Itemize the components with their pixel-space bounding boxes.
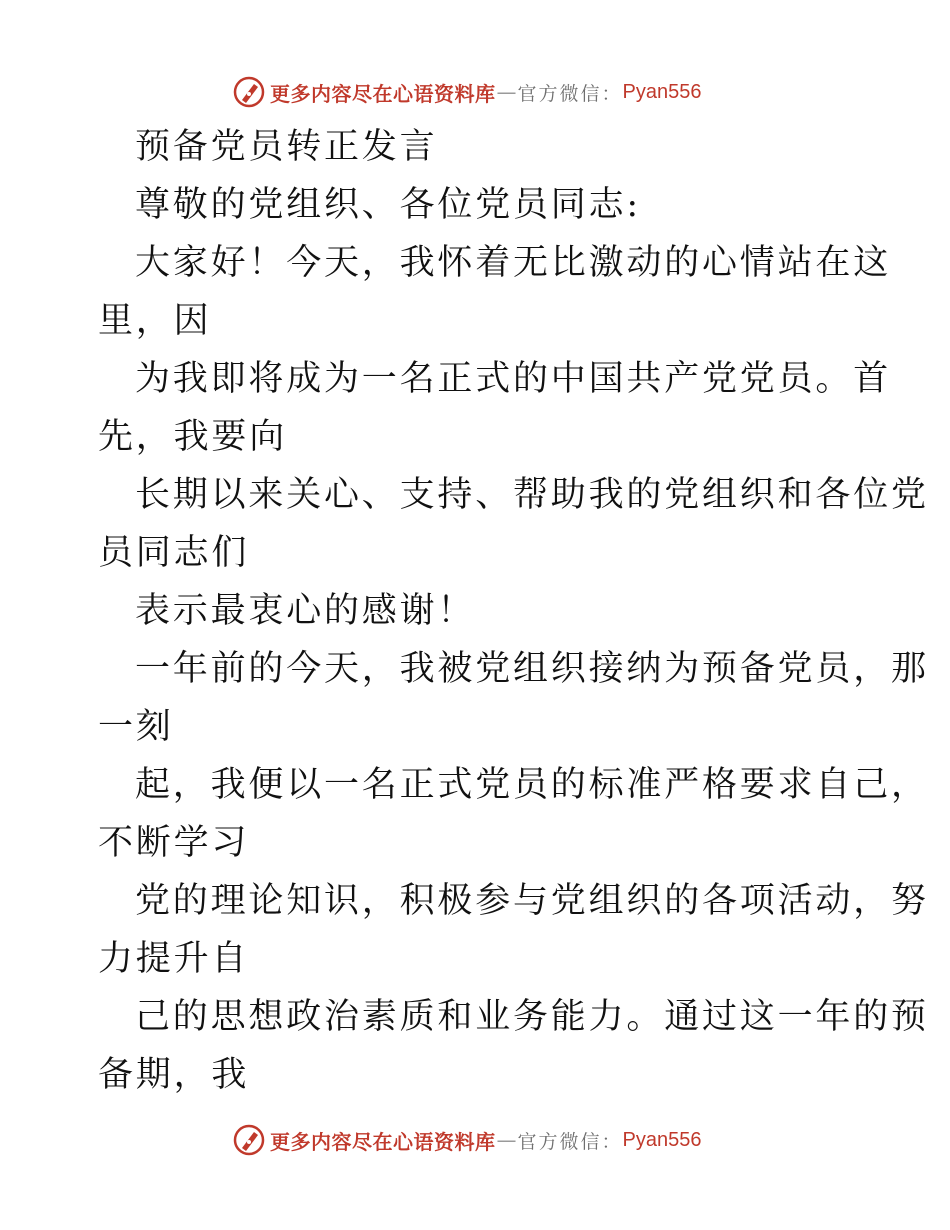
- watermark-id: Pyan556: [622, 80, 702, 103]
- text-line: 先，我要向: [98, 417, 288, 457]
- watermark-dash: —: [496, 80, 517, 104]
- header-watermark: [232, 72, 701, 112]
- text-line: 大家好！今天，我怀着无比激动的心情站在这: [135, 243, 892, 283]
- text-line: 己的思想政治素质和业务能力。通过这一年的预: [135, 997, 929, 1037]
- text-line: 员同志们: [98, 533, 250, 573]
- text-line: 不断学习: [98, 823, 250, 863]
- watermark-main-text: 更多内容尽在心语资料库: [270, 81, 496, 106]
- text-line: 尊敬的党组织、各位党员同志:: [135, 185, 641, 225]
- text-line: 力提升自: [98, 939, 250, 979]
- text-line: 一刻: [98, 707, 174, 747]
- document-title: 预备党员转正发言: [135, 127, 438, 167]
- watermark-dash: —: [496, 1128, 517, 1152]
- text-line: 长期以来关心、支持、帮助我的党组织和各位党: [135, 475, 929, 515]
- footer-watermark: [232, 1120, 701, 1160]
- watermark-main-text: 更多内容尽在心语资料库: [270, 1129, 496, 1154]
- document-body: [98, 118, 929, 1104]
- text-line: 备期，我: [98, 1055, 250, 1095]
- text-line: 里，因: [98, 301, 212, 341]
- pen-nib-logo-icon: [232, 75, 266, 109]
- text-line: 党的理论知识，积极参与党组织的各项活动，努: [135, 881, 929, 921]
- watermark-id: Pyan556: [622, 1128, 702, 1151]
- text-line: 一年前的今天，我被党组织接纳为预备党员，那: [135, 649, 929, 689]
- text-line: 起，我便以一名正式党员的标准严格要求自己，: [135, 765, 929, 805]
- watermark-label: 官方微信：: [517, 1130, 623, 1153]
- text-line: 为我即将成为一名正式的中国共产党党员。首: [135, 359, 892, 399]
- pen-nib-logo-icon: [232, 1123, 266, 1157]
- watermark-label: 官方微信：: [517, 82, 623, 105]
- text-line: 表示最衷心的感谢！: [135, 591, 476, 631]
